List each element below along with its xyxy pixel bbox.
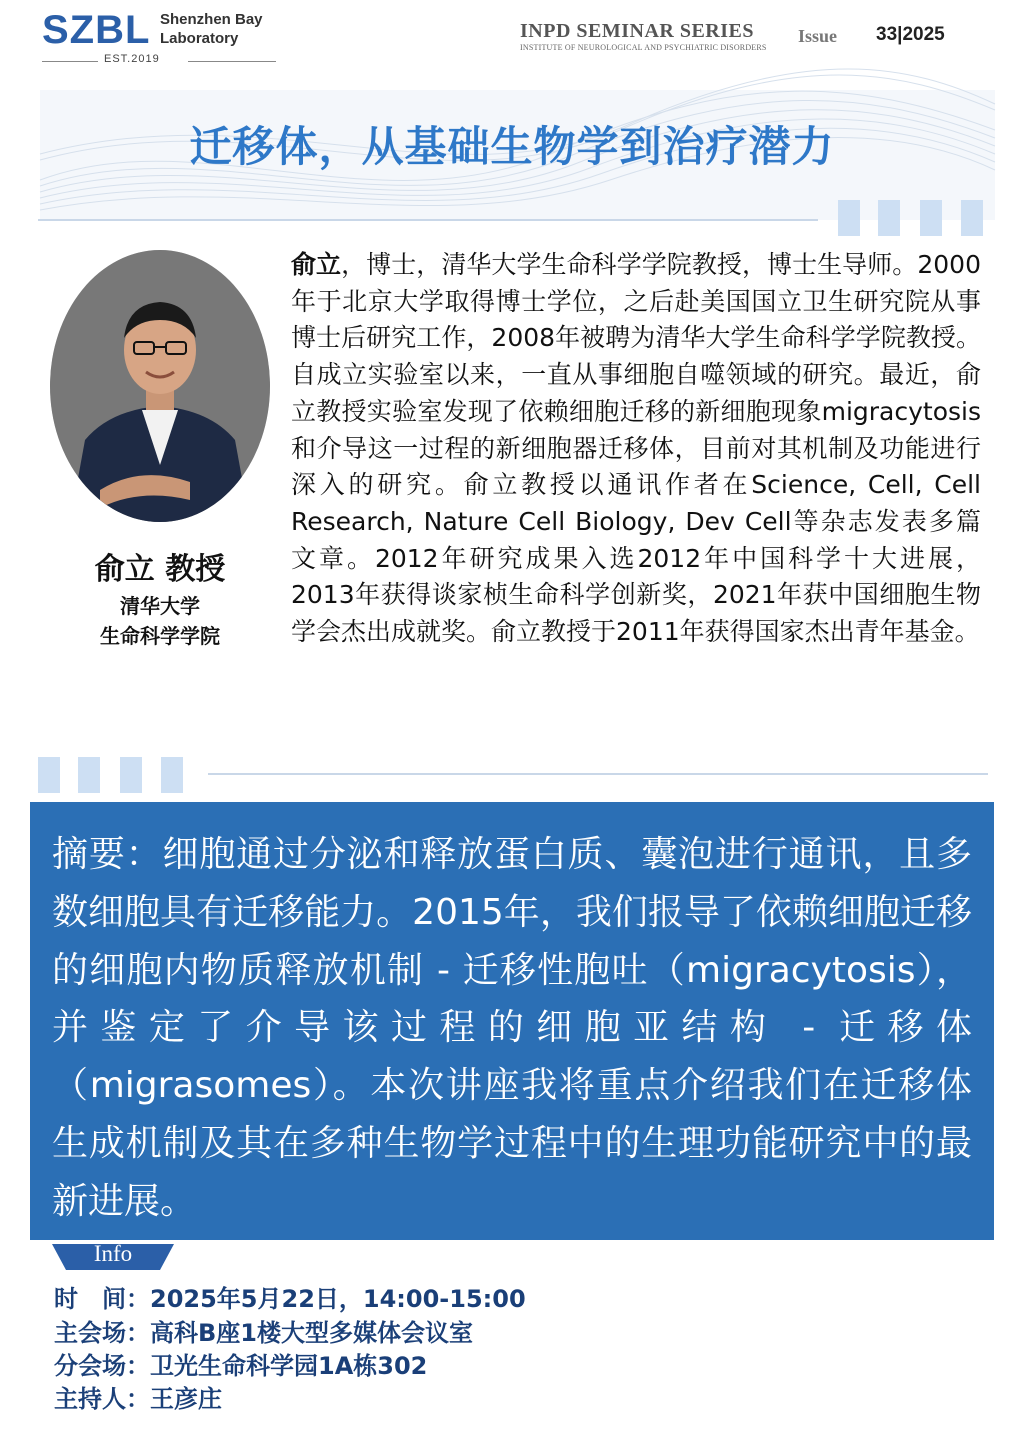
speaker-affiliation-school: 生命科学学院 (100, 624, 220, 648)
org-name-line2: Laboratory (160, 30, 239, 47)
info-main-venue: 主会场：高科B座1楼大型多媒体会议室 (54, 1319, 473, 1347)
org-name (160, 10, 263, 48)
speaker-portrait (50, 250, 270, 522)
issue-label: Issue (798, 26, 838, 46)
bio-text: ，博士，清华大学生命科学学院教授，博士生导师。2000年于北京大学取得博士学位，之后赴美国国立卫生研究院从事博士后研究工作，2008年被聘为清华大学生命科学学院教授。自成立实验室以来，一直从事细胞自噬领域的研究。最近，俞立教授实验室发现了依赖细胞迁移的新细胞现象migracytosis和介导这一过程的新细胞器迁移体，目前对其机制及功能进行深入的研究。俞立教授以通讯作者在Science, Cell, Cell Research, Nature Cell Biology, Dev Cell等杂志发表多篇文章。2012年研究成果入选2012年中国科学十大进展，2013年获得谈家桢生命科学创新奖，2021年获中国细胞生物学会杰出成就奖。俞立教授于2011年获得国家杰出青年基金。 (291, 250, 981, 647)
established-year: EST.2019 (104, 53, 160, 65)
info-tag: Info (93, 1241, 133, 1266)
bio-speaker-name: 俞立 (291, 250, 342, 279)
accent-block (878, 200, 900, 236)
abstract-text: 摘要：细胞通过分泌和释放蛋白质、囊泡进行通讯，且多数细胞具有迁移能力。2015年，我们报导了依赖细胞迁移的细胞内物质释放机制 - 迁移性胞吐（migracytosis），并鉴定了介导该过程的细胞亚结构 - 迁移体（migrasomes）。本次讲座我将重点介绍我们在迁移体生成机制及其在多种生物学过程中的生理功能研究中的最新进展。 (52, 834, 972, 1222)
accent-block (161, 757, 183, 793)
accent-block (920, 200, 942, 236)
title-divider (38, 219, 818, 221)
seminar-title: 迁移体，从基础生物学到治疗潜力 (189, 122, 835, 171)
org-name-line1: Shenzhen Bay (160, 11, 263, 28)
accent-block (120, 757, 142, 793)
speaker-name: 俞立 教授 (94, 552, 226, 587)
accent-block (38, 757, 60, 793)
accent-block (78, 757, 100, 793)
info-host: 主持人：王彦庄 (54, 1385, 222, 1413)
accent-block (961, 200, 983, 236)
speaker-bio (291, 247, 981, 651)
accent-block (838, 200, 860, 236)
szbl-logo: SZBL (42, 8, 151, 52)
info-time: 时 间：2025年5月22日，14:00-15:00 (54, 1285, 526, 1313)
seminar-series-subtitle: INSTITUTE OF NEUROLOGICAL AND PSYCHIATRIC DISORDERS (520, 43, 767, 52)
seminar-series-title: INPD SEMINAR SERIES (520, 20, 754, 42)
issue-number: 33|2025 (876, 24, 945, 45)
speaker-affiliation-university: 清华大学 (120, 594, 200, 618)
info-sub-venue: 分会场：卫光生命科学园1A栋302 (54, 1352, 428, 1380)
section-divider (208, 773, 988, 775)
